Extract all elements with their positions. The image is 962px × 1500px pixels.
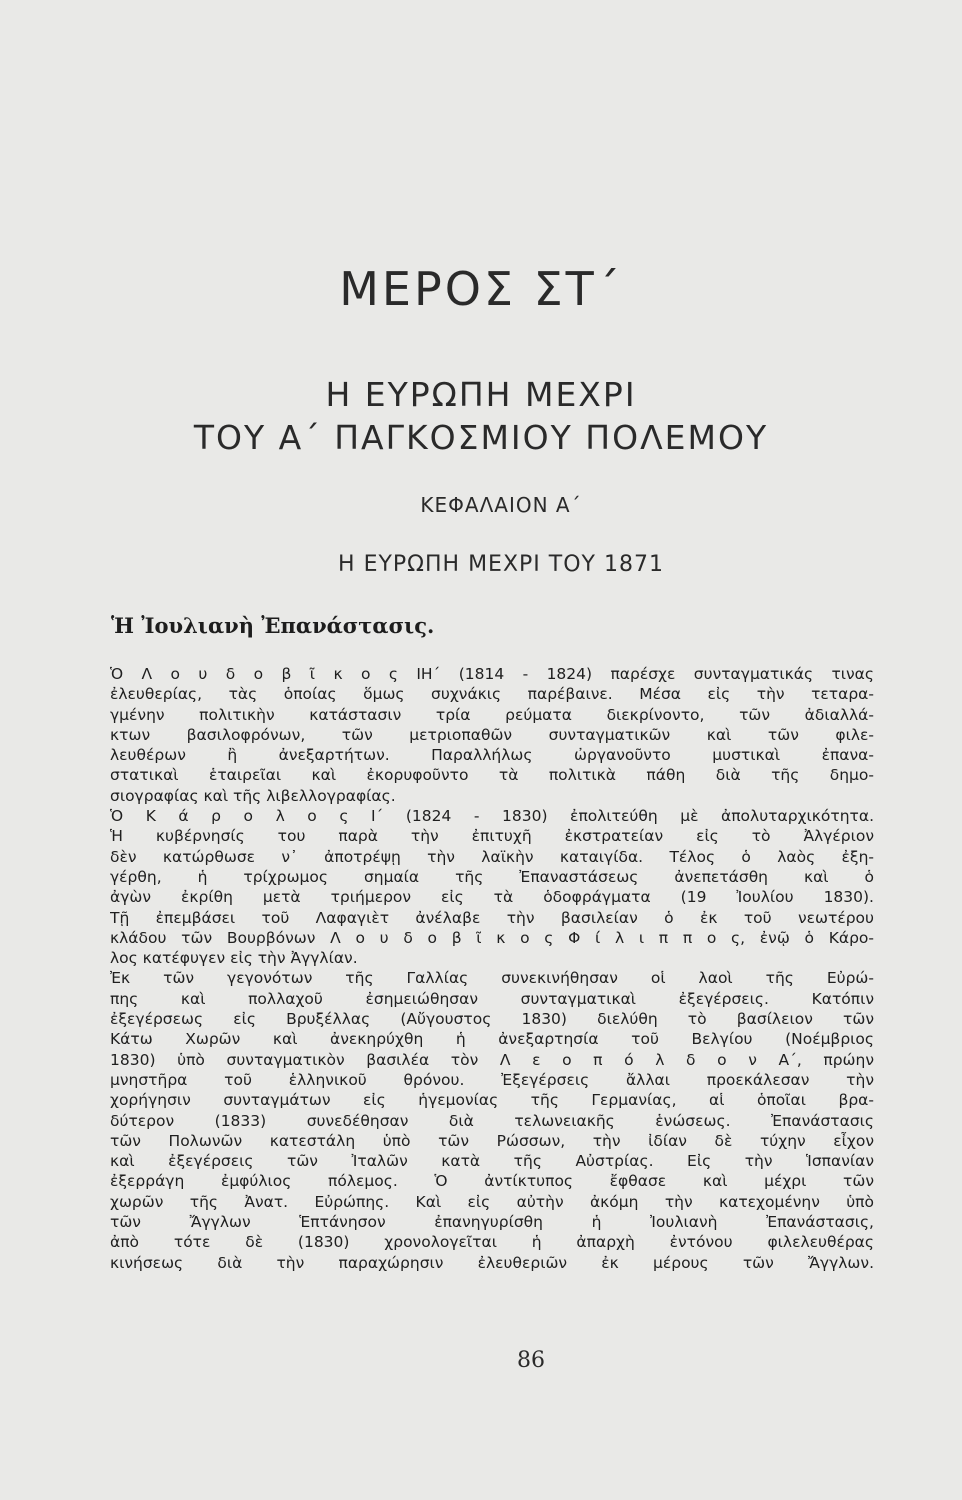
chapter-label: ΚΕΦΑΛΑΙΟΝ Α΄ — [420, 493, 582, 517]
section-heading: Ἡ Ἰουλιανὴ Ἐπανάστασις. — [111, 613, 435, 638]
body-line: στατικαὶ ἑταιρεῖαι καὶ ἐκορυφοῦντο τὰ πολιτικὰ πάθη διὰ τῆς δημο- — [110, 766, 874, 785]
body-line: Κάτω Χωρῶν καὶ ἀνεκηρύχθη ἡ ἀνεξαρτησία τοῦ Βελγίου (Νοέμβριος — [110, 1030, 874, 1049]
body-line: κτων βασιλοφρόνων, τῶν μετριοπαθῶν συνταγματικῶν καὶ τῶν φιλε- — [110, 725, 874, 744]
body-line: ἐξερράγη ἐμφύλιος πόλεμος. Ὁ ἀντίκτυπος ἔφθασε καὶ μέχρι τῶν — [110, 1172, 874, 1191]
body-line: Ἐκ τῶν γεγονότων τῆς Γαλλίας συνεκινήθησαν οἱ λαοὶ τῆς Εὐρώ- — [110, 969, 874, 988]
body-line: ἀπὸ τότε δὲ (1830) χρονολογεῖται ἡ ἀπαρχὴ ἐντόνου φιλελευθέρας — [110, 1233, 874, 1252]
body-line: καὶ ἐξεγέρσεις τῶν Ἰταλῶν κατὰ τῆς Αὐστρίας. Εἰς τὴν Ἱσπανίαν — [110, 1152, 874, 1171]
chapter-title: Η ΕΥΡΩΠΗ ΜΕΧΡΙ ΤΟΥ 1871 — [338, 552, 664, 577]
body-line: Ὁ Λ ο υ δ ο β ῖ κ ο ς ΙΗ΄ (1814 - 1824) παρέσχε συνταγματικάς τινας — [110, 665, 874, 683]
body-line: Ἡ κυβέρνησίς του παρὰ τὴν ἐπιτυχῆ ἐκστρατείαν εἰς τὸ Ἀλγέριον — [110, 827, 874, 846]
body-line: τῶν Πολωνῶν κατεστάλη ὑπὸ τῶν Ρώσσων, τὴν ἰδίαν δὲ τύχην εἶχον — [110, 1131, 874, 1150]
body-line: 1830) ὑπὸ συνταγματικὸν βασιλέα τὸν Λ ε ο π ό λ δ ο ν Α΄, πρώην — [110, 1050, 874, 1069]
main-title-line-1: Η ΕΥΡΩΠΗ ΜΕΧΡΙ — [325, 375, 637, 414]
body-line: Τῇ ἐπεμβάσει τοῦ Λαφαγιὲτ ἀνέλαβε τὴν βασιλείαν ὁ ἐκ τοῦ νεωτέρου — [110, 908, 874, 927]
main-title-line-2: ΤΟΥ Α΄ ΠΑΓΚΟΣΜΙΟΥ ΠΟΛΕΜΟΥ — [193, 418, 769, 457]
body-line: ἐξεγέρσεως εἰς Βρυξέλλας (Αὔγουστος 1830) διελύθη τὸ βασίλειον τῶν — [110, 1010, 874, 1029]
body-line: κινήσεως διὰ τὴν παραχώρησιν ἐλευθεριῶν ἐκ μέρους τῶν Ἄγγλων. — [110, 1253, 874, 1272]
body-line: δὲν κατώρθωσε ν᾿ ἀποτρέψῃ τὴν λαϊκὴν καταιγίδα. Τέλος ὁ λαὸς ἐξη- — [110, 847, 874, 866]
body-line: γέρθη, ἡ τρίχρωμος σημαία τῆς Ἐπαναστάσεως ἀνεπετάσθη καὶ ὁ — [110, 867, 874, 886]
body-line: λευθέρων ἢ ἀνεξαρτήτων. Παραλλήλως ὠργανοῦντο μυστικαὶ ἐπανα- — [110, 746, 874, 765]
body-line: κλάδου τῶν Βουρβόνων Λ ο υ δ ο β ῖ κ ο ς Φ ί λ ι π π ο ς, ἐνῷ ὁ Κάρο- — [110, 928, 874, 947]
body-line: πης καὶ πολλαχοῦ ἐσημειώθησαν συνταγματικαὶ ἐξεγέρσεις. Κατόπιν — [110, 989, 874, 1008]
body-line: Ὁ Κ ά ρ ο λ ο ς Ι΄ (1824 - 1830) ἐπολιτεύθη μὲ ἀπολυταρχικότητα. — [110, 807, 874, 826]
body-line: λος κατέφυγεν εἰς τὴν Ἀγγλίαν. — [110, 949, 358, 968]
body-line: τῶν Ἄγγλων Ἑπτάνησον ἐπανηγυρίσθη ἡ Ἰουλιανὴ Ἐπανάστασις, — [110, 1213, 874, 1232]
part-title: ΜΕΡΟΣ ΣΤ΄ — [339, 262, 623, 316]
body-line: ἀγὼν ἐκρίθη μετὰ τριήμερον εἰς τὰ ὁδοφράγματα (19 Ἰουλίου 1830). — [110, 888, 874, 907]
body-text — [110, 664, 874, 1273]
body-line: γμένην πολιτικὴν κατάστασιν τρία ρεύματα διεκρίνοντο, τῶν ἀδιαλλά- — [110, 705, 874, 724]
body-line: χωρῶν τῆς Ἀνατ. Εὐρώπης. Καὶ εἰς αὐτὴν ἀκόμη τὴν κατεχομένην ὑπὸ — [110, 1192, 874, 1211]
body-line: δύτερον (1833) συνεδέθησαν διὰ τελωνειακῆς ἑνώσεως. Ἐπανάστασις — [110, 1111, 874, 1130]
body-line: χορήγησιν συνταγμάτων εἰς ἡγεμονίας τῆς Γερμανίας, αἱ ὁποῖαι βρα- — [110, 1091, 874, 1110]
page-number: 86 — [517, 1348, 545, 1373]
body-line: ἐλευθερίας, τὰς ὁποίας ὅμως συχνάκις παρέβαινε. Μέσα εἰς τὴν τεταρα- — [110, 685, 874, 704]
body-line: μνηστῆρα τοῦ ἑλληνικοῦ θρόνου. Ἐξεγέρσεις ἄλλαι προεκάλεσαν τὴν — [110, 1070, 874, 1089]
body-line: σιογραφίας καὶ τῆς λιβελλογραφίας. — [110, 786, 396, 805]
